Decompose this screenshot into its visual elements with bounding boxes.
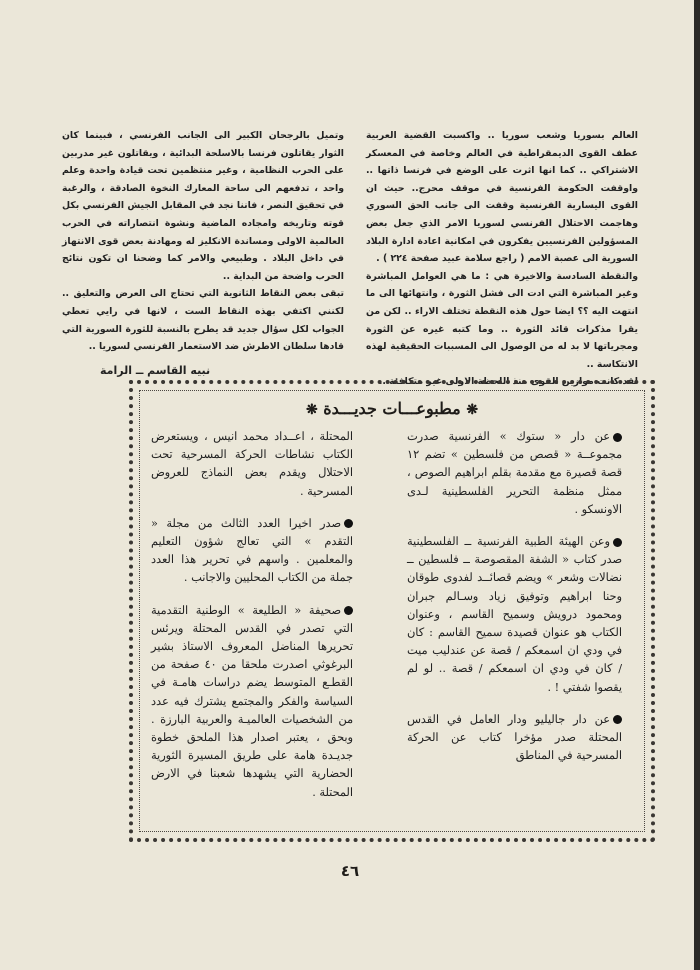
box-title-text: مطبوعـــات جديـــدة	[323, 399, 461, 418]
article-paragraph: وتميل بالرجحان الكبير الى الجانب الفرنسي ، فبينما كان الثوار يقاتلون فرنسا بالاسلحة البدائية ، ويقاتلون غير مدربين على الحرب النظامية ، وغير منتظمين تحت قيادة واحدة وعلم واحد ، تدفعهم الى ساحة المعارك النخوة الصادقة ، والرغبة في تحقيق النصر ، فاننا نجد في المقابل الجيش الفرنسي بكل قوته وتاريخه وامجاده الماضية ونشوة انتصاراته في الحرب العالمية الاولى ومساندة الانكليز له ومهادنة بعض قوى الانتهاز في داخل البلاد . وطبيعي والامر كما وضحنا ان تكون نتائج الحرب واضحة من البداية ..	[62, 130, 344, 282]
publication-text: عن دار جاليليو ودار العامل في القدس المحتلة صدر مؤخرا كتاب عن الحركة المسرحية في المناطق	[407, 712, 622, 763]
article-paragraph: لقد كانت موازين القوى منذ اللحظة الاولى غير متكافئة ..	[378, 376, 638, 388]
article-column-right	[366, 127, 638, 391]
article-paragraph: العالم بسوريا وشعب سوريا .. واكسبت القضية العربية عطف القوى الديمقراطية في العالم وخاصة في المعسكر الاشتراكي .. كما انها اثرت على الوضع في فرنسا ذاتها .. واوقفت الحكومة الفرنسية في موقف محرج.. حيث ان القوى اليسارية الفرنسية وقفت الى جانب الحق السوري وهاجمت الاحتلال الفرنسي لسوريا الامر الذي جعل بعض المسؤولين الفرنسيين يفكرون في امكانية اعادة ادارة البلاد السورية الى عصبة الامم ( راجع سلامة عبيد صفحة ٢٢٤ ) .	[366, 130, 638, 265]
page-edge-shadow	[694, 0, 700, 970]
bullet-icon	[613, 433, 622, 442]
author-signature: نبيه القاسم ــ الرامة	[100, 363, 211, 377]
article-paragraph: تبقى بعض النقاط الثانوية التي تحتاج الى العرض والتعليق .. لكنني اكتفي بهذه النقاط الست ، لانها في رايي تعطي الجواب لكل سؤال جديد قد يطرح بالنسبة للثورة السورية التي قادها سلطان الاطرش ضد الاستعمار الفرنسي لسوريا ..	[62, 288, 344, 353]
publication-text: وعن الهيئة الطبية الفرنسية ــ الفلسطينية صدر كتاب « الشفة المقصوصة ــ فلسطين ــ نضالات وشعر » ويضم قصائــد لفدوى طوقان وحنا ابراهيم وتوفيق زياد وسـالم جبران ومحمود درويش وسميح القاسم ، وعنوان الكتاب هو عنوان قصيدة سميح القاسم : كان في ودي ان اسمعكم / قصة عن عندليب ميت / كان في ودي ان اسمعكم / قصة .. لو لم يقصوا شفتي ! .	[407, 535, 622, 694]
publication-text: صحيفة « الطليعة » الوطنية التقدمية التي تصدر في القدس المحتلة ويرئس تحريرها المناضل المعروف الاستاذ بشير البرغوثي اصدرت ملحقا من ٤٠ صفحة من القطـع المتوسط يضم دراسات هامـة في السياسة والفكر والمجتمع يشترك فيه عدد من الشخصيات العالميـة والعربية البارزة . وبحق ، يعتبر اصدار هذا الملحق خطوة جديـدة هامة على طريق المسيرة الثورية الحضارية التي يشهدها شعبنا في الارض المحتلة .	[151, 603, 353, 799]
publication-item	[151, 515, 353, 588]
new-publications-box	[129, 380, 655, 842]
publication-item	[151, 602, 353, 802]
bullet-icon	[344, 519, 353, 528]
bullet-icon	[613, 538, 622, 547]
article-column-left	[62, 127, 344, 379]
publications-column-left	[151, 428, 353, 816]
article-paragraph: والنقطة السادسة والاخيرة هي : ما هي العوامل المباشرة وغير المباشرة التي ادت الى فشل الثورة ، وانتهائها الى ما انتهت اليه ؟؟ ايضا حول هذه النقطة تختلف الاراء .. لكن من يقرا مذكرات قائد الثورة .. وما كتبه غيره عن الثورة ومجرياتها لا بد له من الوصول الى المسببات الحقيقية لهذه الانتكاسة ..	[366, 270, 638, 370]
publication-item	[151, 428, 353, 501]
box-title	[133, 399, 651, 418]
publication-text: صدر اخيرا العدد الثالث من مجلة « التقدم » التي تعالج شؤون التعليم والمعلمين . واسهم في تحرير هذا العدد جملة من الكتاب المحليين والاجانب .	[151, 516, 353, 585]
star-icon: ❋	[466, 402, 479, 418]
publication-text: المحتلة ، اعــداد محمد انيس ، ويستعرض الكتاب نشاطات الحركة المسرحية تحت الاحتلال ويقدم بعض النماذج للعروض المسرحية .	[151, 430, 353, 498]
publications-column-right	[407, 428, 622, 779]
bullet-icon	[344, 606, 353, 615]
star-icon: ❋	[305, 402, 318, 418]
page-number: ٤٦	[340, 862, 360, 880]
publication-item	[407, 711, 622, 766]
publication-item	[407, 533, 622, 697]
bullet-icon	[613, 715, 622, 724]
publication-text: عن دار « ستوك » الفرنسية صدرت مجموعــة « قصص من فلسطين » تضم ١٢ قصة قصيرة مع مقدمة بقلم ابراهيم الصوص ، ممثل منظمة التحرير الفلسطينية لـدى الاونسكو .	[407, 430, 622, 516]
publication-item	[407, 428, 622, 519]
